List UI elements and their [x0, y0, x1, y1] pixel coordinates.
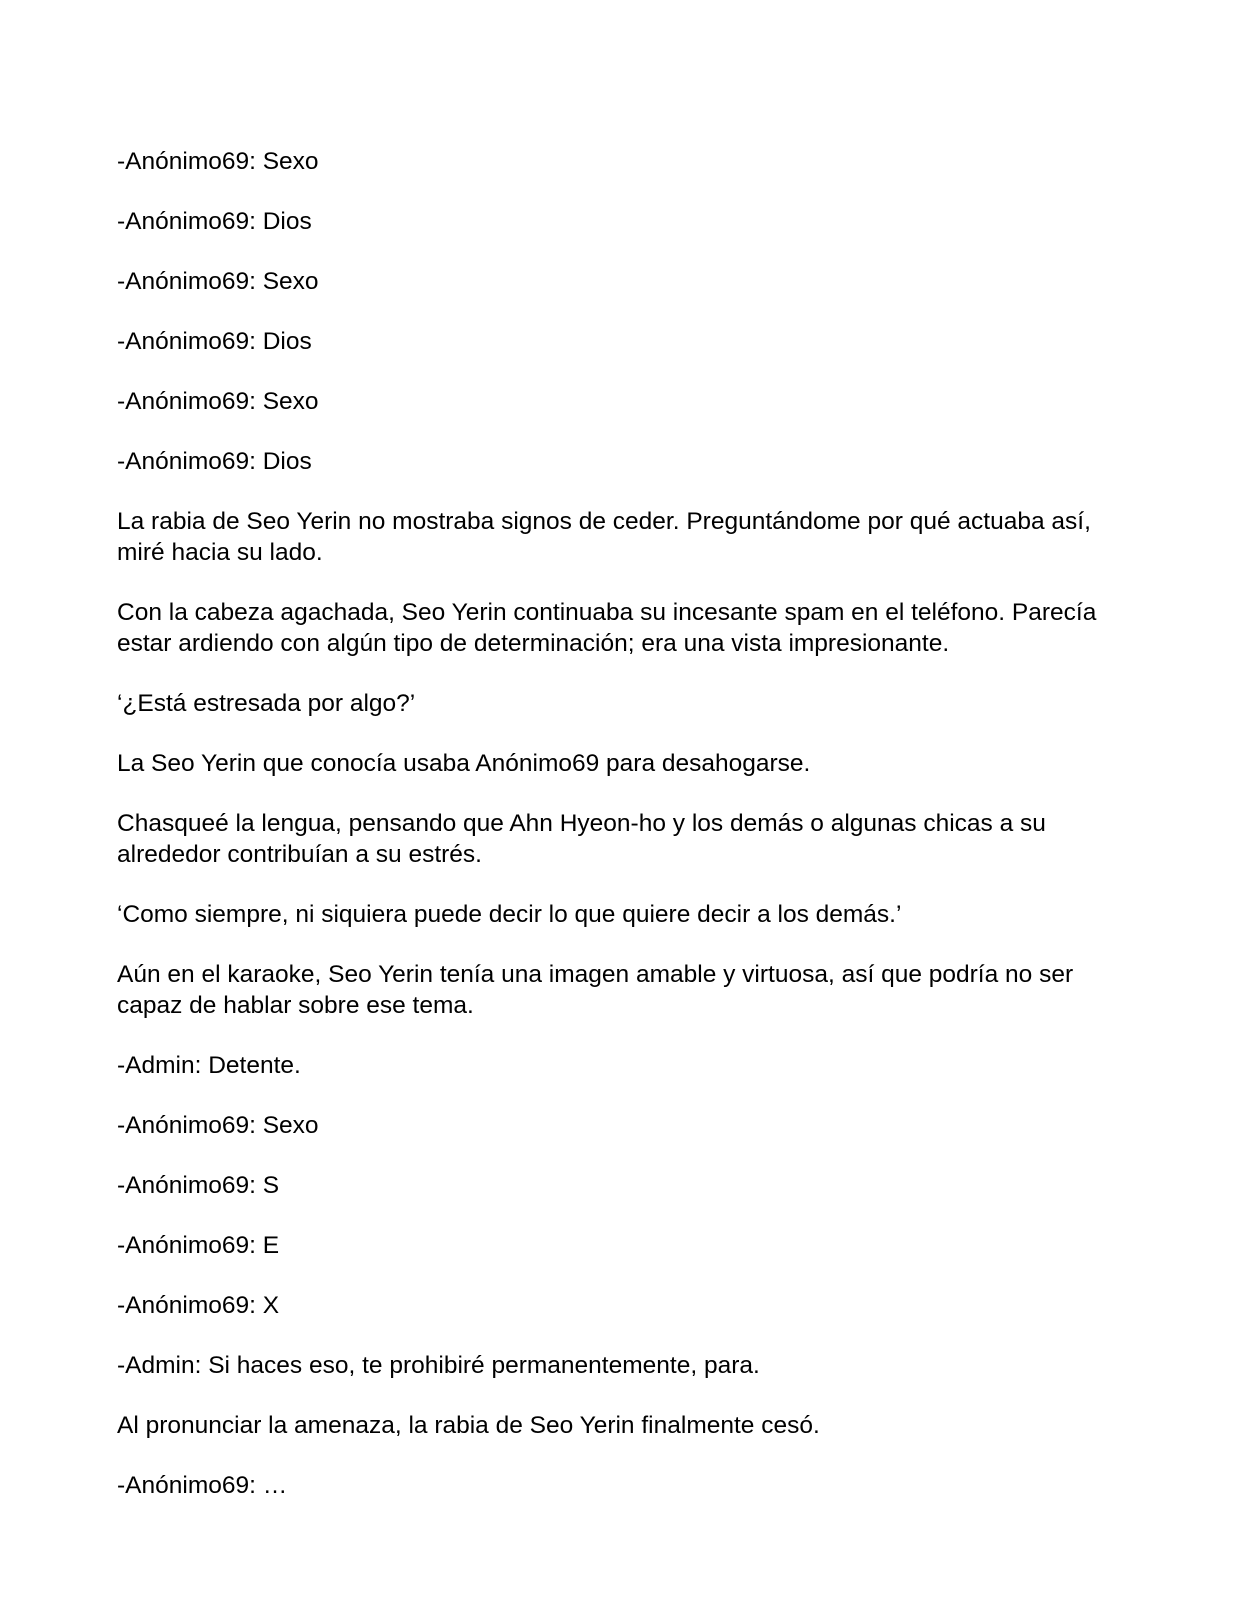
inner-thought: ‘¿Está estresada por algo?’ — [117, 690, 416, 717]
chat-line: -Anónimo69: X — [117, 1292, 280, 1319]
narrative-paragraph: Al pronunciar la amenaza, la rabia de Seo Yerin finalmente cesó. — [117, 1412, 820, 1439]
chat-line: -Anónimo69: Sexo — [117, 148, 319, 175]
chat-line: -Anónimo69: Dios — [117, 208, 312, 235]
narrative-paragraph: Chasqueé la lengua, pensando que Ahn Hyeon-ho y los demás o algunas chicas a su alrededor contribuían a su estrés. — [117, 810, 1046, 868]
chat-line: -Anónimo69: … — [117, 1472, 288, 1499]
chat-line: -Admin: Detente. — [117, 1052, 301, 1079]
narrative-paragraph: La Seo Yerin que conocía usaba Anónimo69 para desahogarse. — [117, 750, 811, 777]
narrative-paragraph: Con la cabeza agachada, Seo Yerin continuaba su incesante spam en el teléfono. Parecía estar ardiendo con algún tipo de determinación; era una vista impresionante. — [117, 599, 1097, 657]
chat-line: -Anónimo69: Dios — [117, 328, 312, 355]
document-body — [117, 146, 1127, 1530]
chat-line: -Anónimo69: E — [117, 1232, 280, 1259]
chat-line: -Anónimo69: Sexo — [117, 1112, 319, 1139]
chat-line: -Anónimo69: Dios — [117, 448, 312, 475]
inner-thought: ‘Como siempre, ni siquiera puede decir lo que quiere decir a los demás.’ — [117, 901, 902, 928]
chat-line: -Anónimo69: Sexo — [117, 388, 319, 415]
chat-line: -Anónimo69: Sexo — [117, 268, 319, 295]
narrative-paragraph: Aún en el karaoke, Seo Yerin tenía una imagen amable y virtuosa, así que podría no ser capaz de hablar sobre ese tema. — [117, 961, 1074, 1019]
chat-line: -Admin: Si haces eso, te prohibiré permanentemente, para. — [117, 1352, 760, 1379]
narrative-paragraph: La rabia de Seo Yerin no mostraba signos de ceder. Preguntándome por qué actuaba así, miré hacia su lado. — [117, 508, 1091, 566]
chat-line: -Anónimo69: S — [117, 1172, 280, 1199]
